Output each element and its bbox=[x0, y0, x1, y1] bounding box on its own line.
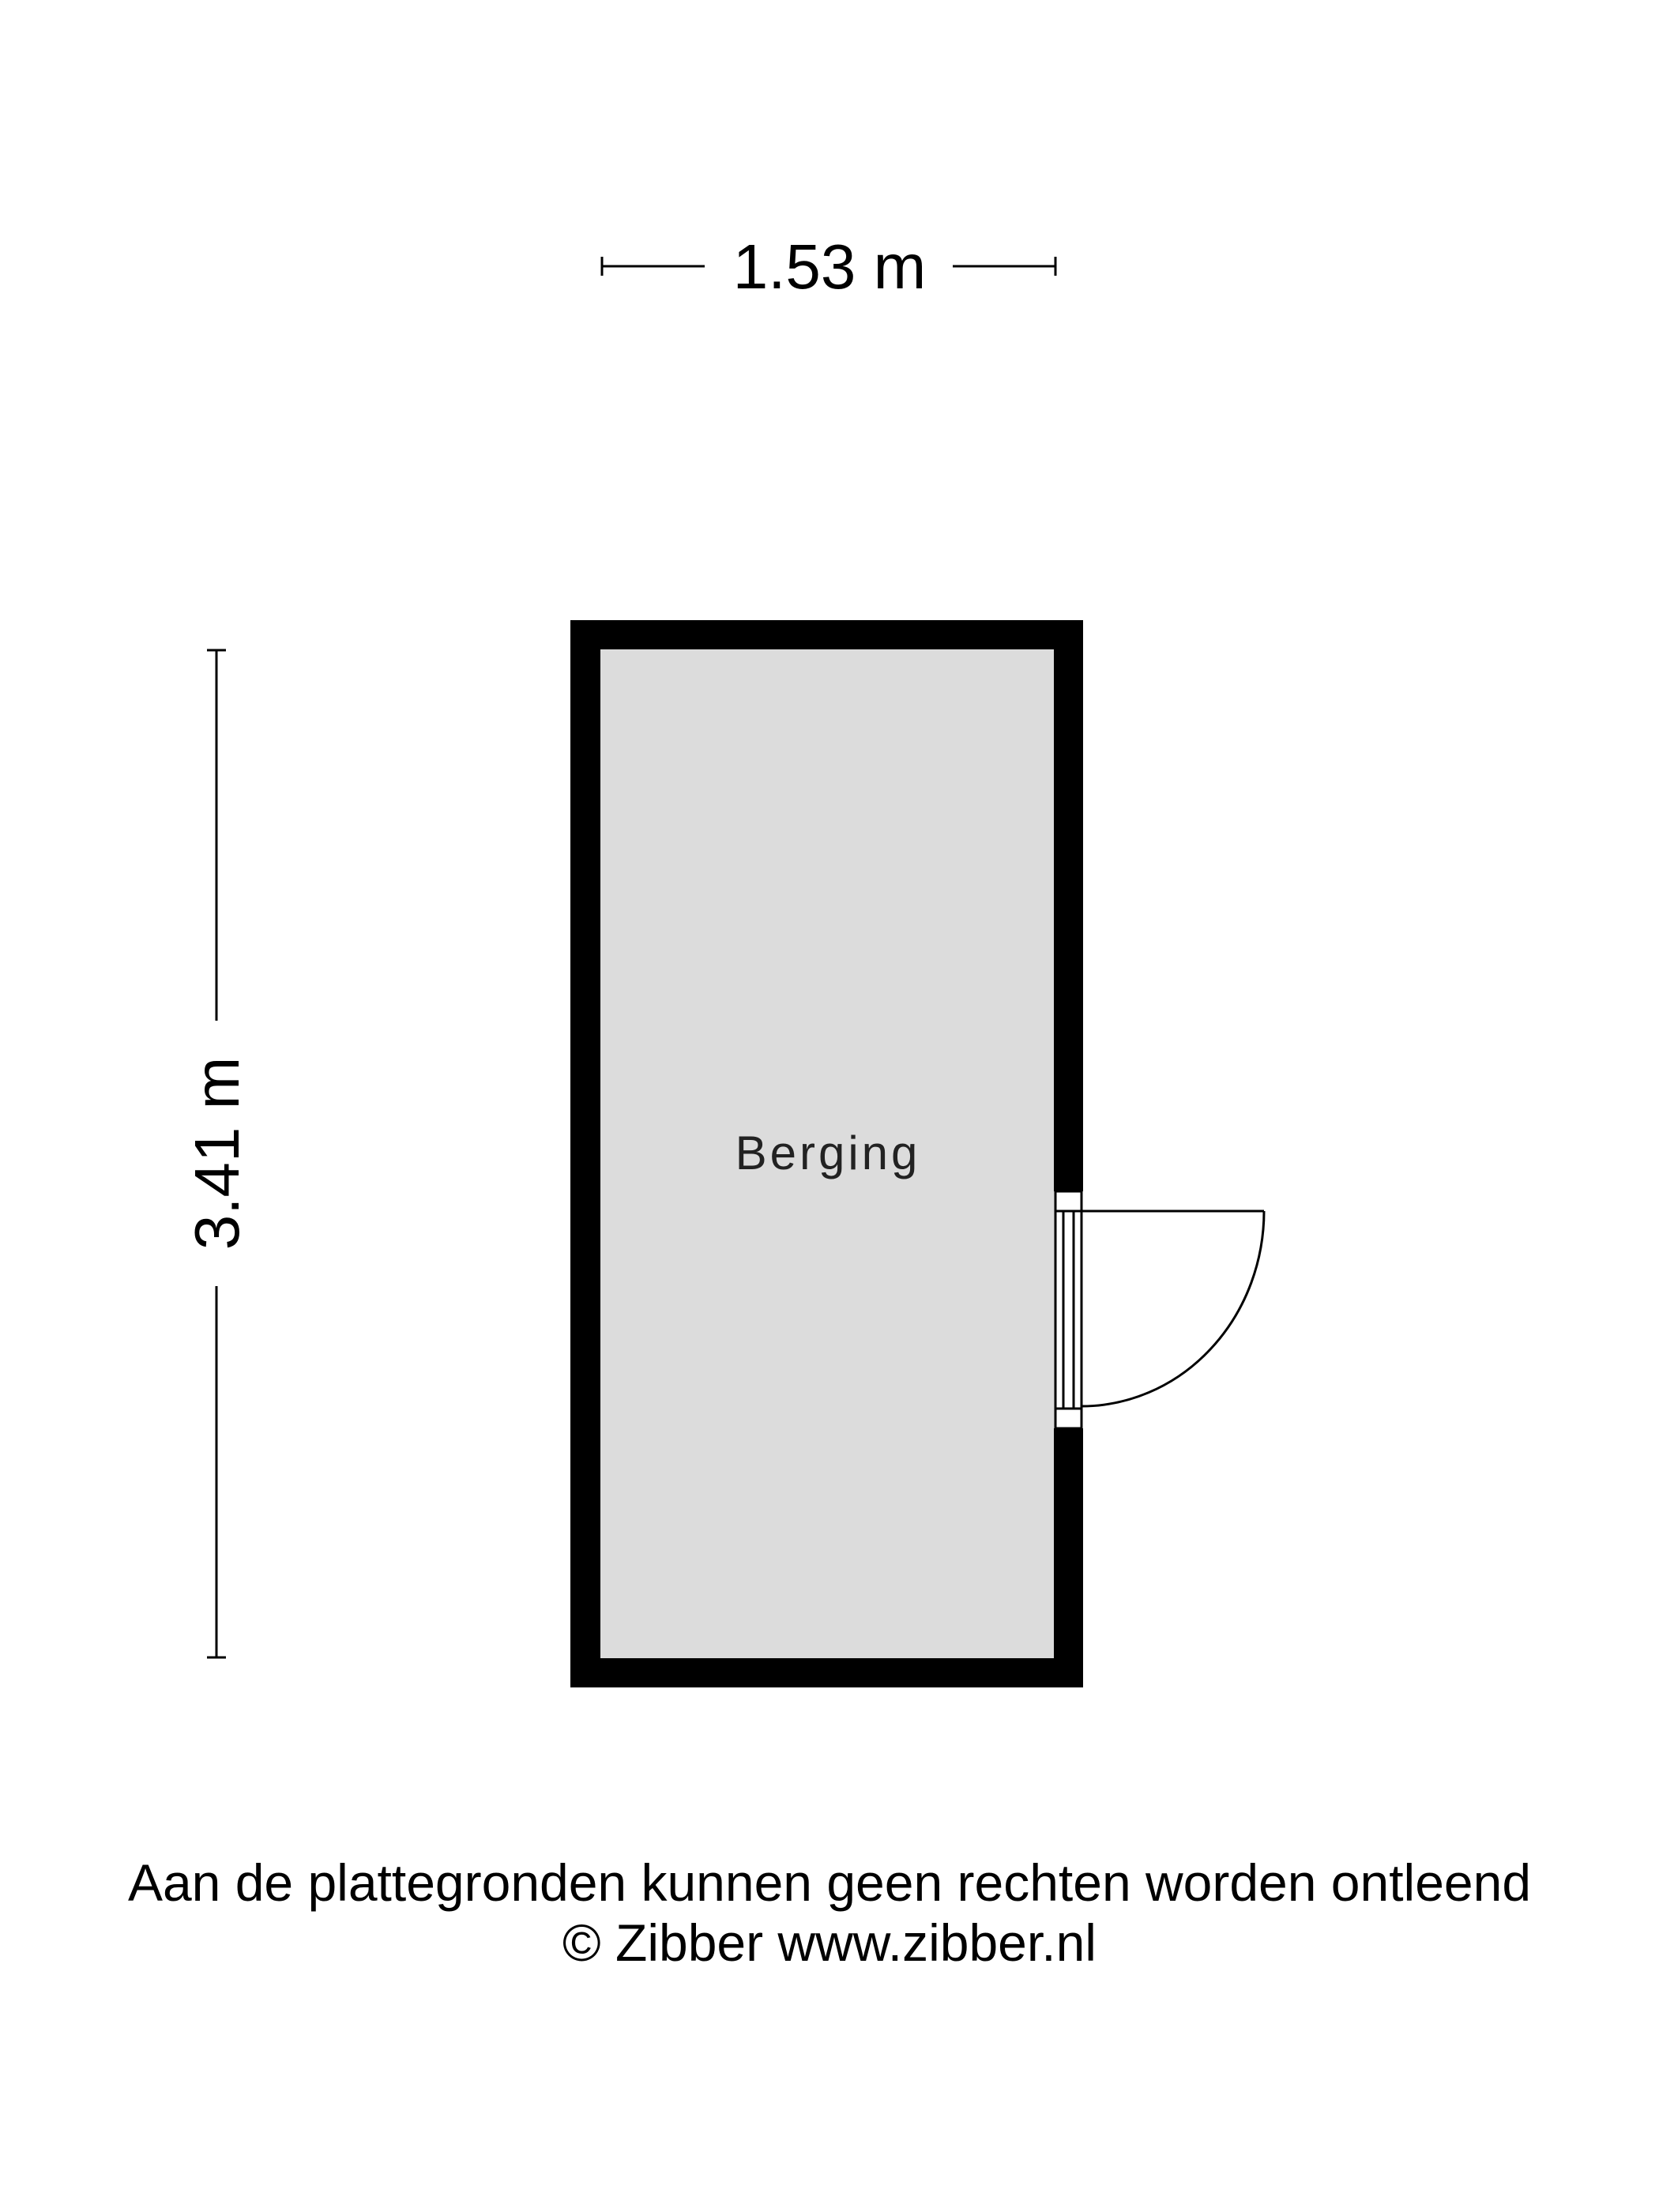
door-frame-bottom bbox=[1055, 1409, 1082, 1428]
copyright-text: © Zibber www.zibber.nl bbox=[562, 1913, 1097, 1972]
height-label: 3.41 m bbox=[182, 1056, 252, 1251]
door bbox=[1055, 1191, 1264, 1428]
width-dimension bbox=[602, 231, 1055, 302]
room-label: Berging bbox=[735, 1127, 921, 1179]
width-label: 1.53 m bbox=[732, 231, 927, 302]
wall-top bbox=[570, 620, 1083, 649]
wall-right-lower bbox=[1054, 1428, 1083, 1687]
wall-left bbox=[570, 620, 600, 1687]
door-frame-top bbox=[1055, 1191, 1082, 1211]
door-swing-arc bbox=[1082, 1211, 1264, 1406]
disclaimer-text: Aan de plattegronden kunnen geen rechten worden ontleend bbox=[127, 1853, 1532, 1912]
door-leaf bbox=[1063, 1211, 1074, 1409]
height-dimension bbox=[182, 650, 252, 1657]
footer bbox=[0, 1853, 1659, 1973]
room-berging bbox=[570, 620, 1264, 1687]
wall-bottom bbox=[570, 1658, 1083, 1687]
wall-right-upper bbox=[1054, 620, 1083, 1191]
